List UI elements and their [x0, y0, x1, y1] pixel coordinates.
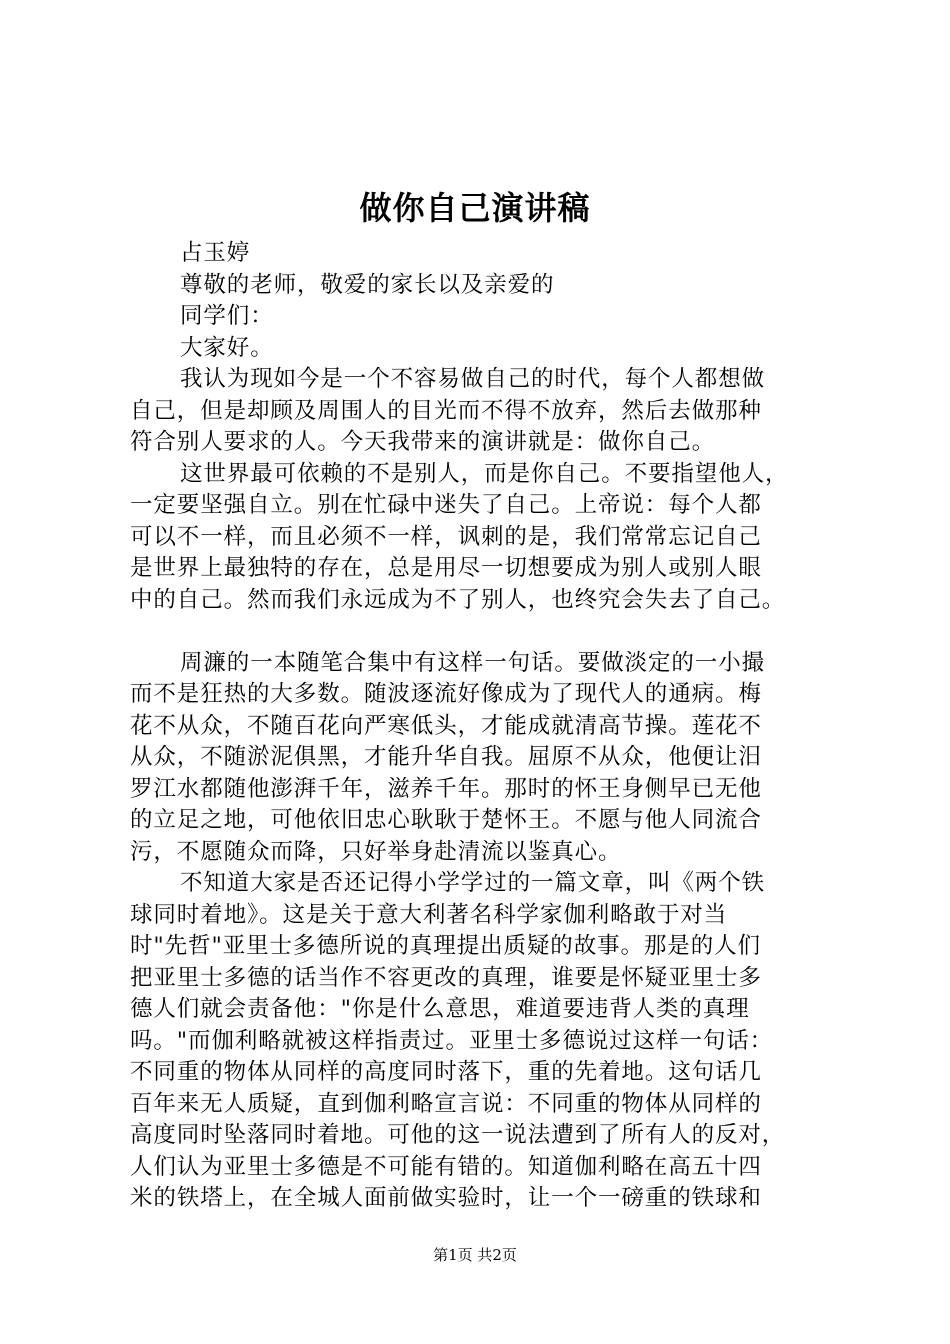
- text-line: 占玉婷: [180, 240, 251, 266]
- text-line: 符合别人要求的人。今天我带来的演讲就是：做你自己。: [130, 429, 716, 455]
- text-line: 米的铁塔上，在全城人面前做实验时，让一个一磅重的铁球和: [130, 1185, 762, 1211]
- text-line: 不知道大家是否还记得小学学过的一篇文章，叫《两个铁: [180, 870, 766, 896]
- document-body: [130, 238, 850, 1215]
- page-footer: 第1页 共2页: [433, 1246, 517, 1264]
- text-line: 人们认为亚里士多德是不可能有错的。知道伽利略在高五十四: [130, 1153, 762, 1180]
- text-line: 球同时着地》。这是关于意大利著名科学家伽利略敢于对当: [130, 901, 728, 928]
- text-line: 不同重的物体从同样的高度同时落下，重的先着地。这句话几: [130, 1059, 762, 1085]
- text-line: 罗江水都随他澎湃千年，滋养千年。那时的怀王身侧早已无他: [130, 775, 762, 802]
- text-line: 吗。"而伽利略就被这样指责过。亚里士多德说过这样一句话：: [130, 1027, 774, 1054]
- text-line: 花不从众，不随百花向严寒低头，才能成就清高节操。莲花不: [130, 712, 762, 739]
- text-line: 中的自己。然而我们永远成为不了别人，也终究会失去了自己。: [130, 586, 786, 613]
- text-line: 从众，不随淤泥俱黑，才能升华自我。屈原不从众，他便让汨: [130, 744, 762, 770]
- text-line: 同学们：: [180, 303, 274, 329]
- text-line: 我认为现如今是一个不容易做自己的时代，每个人都想做: [180, 366, 766, 392]
- document-title: 做你自己演讲稿: [359, 189, 591, 227]
- text-line: 时"先哲"亚里士多德所说的真理提出质疑的故事。那是的人们: [130, 933, 761, 959]
- text-line: 是世界上最独特的存在，总是用尽一切想要成为别人或别人眼: [130, 555, 762, 581]
- text-line: 自己，但是却顾及周围人的目光而不得不放弃，然后去做那种: [130, 397, 762, 424]
- text-line: 可以不一样，而且必须不一样，讽刺的是，我们常常忘记自己: [130, 523, 762, 550]
- text-line: 大家好。: [180, 334, 274, 361]
- text-line: 周濂的一本随笔合集中有这样一句话。要做淡定的一小撮: [180, 649, 766, 676]
- text-line: 尊敬的老师，敬爱的家长以及亲爱的: [180, 271, 555, 298]
- text-line: 污，不愿随众而降，只好举身赴清流以鉴真心。: [130, 838, 622, 865]
- text-line: 这世界最可依赖的不是别人，而是你自己。不要指望他人，: [180, 460, 789, 487]
- text-line: 而不是狂热的大多数。随波逐流好像成为了现代人的通病。梅: [130, 681, 762, 707]
- text-line: 高度同时坠落同时着地。可他的这一说法遭到了所有人的反对，: [130, 1122, 786, 1148]
- text-line: 把亚里士多德的话当作不容更改的真理，谁要是怀疑亚里士多: [130, 964, 762, 991]
- text-line: 一定要坚强自立。别在忙碌中迷失了自己。上帝说：每个人都: [130, 492, 762, 518]
- text-line: 的立足之地，可他依旧忠心耿耿于楚怀王。不愿与他人同流合: [130, 807, 762, 833]
- paragraph-spacer: [130, 616, 850, 648]
- text-line: 德人们就会责备他："你是什么意思，难道要违背人类的真理: [130, 996, 750, 1022]
- text-line: 百年来无人质疑，直到伽利略宣言说：不同重的物体从同样的: [130, 1090, 762, 1117]
